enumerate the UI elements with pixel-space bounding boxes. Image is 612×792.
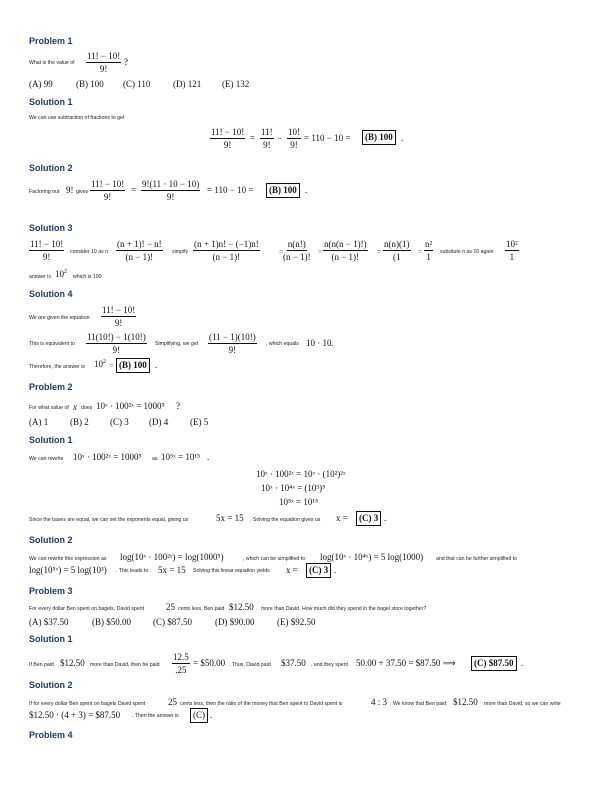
problem-1-heading: Problem 1 (29, 36, 73, 46)
solution-1-text: more than David, then he paid (90, 662, 160, 668)
minus-sign: − (277, 133, 283, 143)
solution-3-answer-text: answer is (29, 274, 51, 280)
answer-box (306, 563, 331, 578)
problem-3-choice-a: (A) $37.50 (29, 617, 69, 627)
solution-1-math: $12.50 (60, 658, 85, 668)
solution-1-text: If Ben paid (29, 662, 54, 668)
fraction-denominator: 1 (426, 252, 431, 262)
solution-2-text: and that can be further simplified to (436, 556, 518, 562)
equals-sign: = (318, 247, 323, 256)
solution-1-math: 10⁵ˣ = 10¹⁵ (161, 452, 201, 462)
fraction-numerator: 9!(11 · 10 − 10) (142, 179, 200, 189)
fraction-denominator: 9! (99, 64, 108, 74)
problem-3-math: $12.50 (229, 602, 254, 612)
problem-2-question-text: does (81, 405, 93, 411)
fraction-denominator: (n − 1)! (125, 252, 154, 262)
period: . (334, 565, 337, 575)
fraction (210, 128, 245, 150)
fraction-numerator: (n + 1)n! − (−1)n! (194, 239, 259, 249)
problem-1-choice-d: (D) 121 (173, 79, 202, 89)
fraction-denominator: 9! (228, 345, 237, 355)
solution-2-text: We can rewrite this expression as (29, 556, 107, 562)
solution-1-heading: Solution 1 (29, 634, 73, 644)
equals-sign: = (377, 247, 382, 256)
fraction-numerator: 12.5 (173, 652, 189, 662)
period: . (521, 658, 524, 668)
problem-2-question-mark: ? (176, 401, 180, 411)
solution-2-math: 4 : 3 (371, 697, 388, 707)
fraction-denominator: 9! (42, 252, 51, 262)
solution-2-math: 5x = 15 (158, 565, 186, 575)
fraction-numerator: 11(10!) − 1(10!) (87, 332, 146, 342)
fraction-numerator: 11! − 10! (211, 127, 245, 137)
fraction-numerator: 10² (506, 239, 518, 249)
problem-2-question-text: For what value of (29, 405, 69, 411)
fraction-numerator: 11! (261, 127, 273, 137)
fraction-numerator: 11! − 10! (30, 239, 64, 249)
factor-math: 9! (66, 185, 74, 195)
math-exponent: 2 (103, 359, 106, 365)
period: . (207, 452, 210, 462)
fraction (208, 333, 257, 355)
solution-1-text: We can rewrite (29, 456, 64, 462)
fraction (193, 240, 260, 262)
solution-4-text: We are given the equation (29, 315, 90, 321)
fraction-numerator: n² (425, 239, 433, 249)
fraction-denominator: 9! (112, 345, 121, 355)
fraction (283, 240, 311, 262)
solution-1-text: . Thus, David paid (229, 662, 271, 668)
problem-3-choice-c: (C) $87.50 (153, 617, 192, 627)
solution-2-text: more than David, so we can write (484, 701, 561, 707)
math-exponent: 2 (64, 269, 67, 275)
solution-2-heading: Solution 2 (29, 680, 73, 690)
solution-1-heading: Solution 1 (29, 97, 73, 107)
answer-text: (C) $87.50 (474, 658, 514, 668)
fraction-denominator: 9! (166, 192, 175, 202)
fraction (90, 180, 125, 202)
problem-2-equation: 10ˣ · 100²ˣ = 1000⁵ (96, 401, 165, 411)
solution-3-answer-math (55, 270, 67, 279)
solution-2-text: Factoring out (29, 189, 60, 195)
equals-sign: = (131, 185, 137, 195)
solution-3-text: consider 10 as n (70, 249, 109, 255)
solution-2-math: $12.50 (453, 697, 478, 707)
solution-1-text: We can use subtraction of fractions to get (29, 115, 125, 121)
fraction-numerator: (n + 1)! − n! (117, 239, 162, 249)
aligned-equation-line: 10ˣ · 10⁴ˣ = (10³)⁵ (261, 483, 326, 493)
answer-text: (B) 100 (269, 185, 297, 195)
fraction (383, 240, 411, 262)
period: . (305, 185, 308, 195)
solution-1-math: 10ˣ · 100²ˣ = 1000⁵ (73, 452, 142, 462)
problem-1-choice-e: (E) 132 (222, 79, 250, 89)
problem-1-question-text: What is the value of (29, 60, 75, 66)
fraction-denominator: 9! (290, 140, 298, 150)
answer-text: (B) 100 (365, 132, 393, 142)
fraction-denominator: (n − 1)! (212, 252, 241, 262)
solution-3-answer-suffix: which is 100 (73, 274, 102, 280)
problem-3-question-text: more than David. How much did they spend in the bagel store together? (261, 606, 427, 612)
problem-1-choice-c: (C) 110 (123, 79, 151, 89)
solution-2-text: Solving this linear equation yields (193, 568, 270, 574)
aligned-equation-line: 10ˣ · 100²ˣ = 10ˣ · (10²)²ˣ (256, 469, 346, 479)
period: . (401, 133, 404, 143)
problem-3-question-text: cents less. Ben paid (178, 606, 225, 612)
solution-2-math: log(10ˣ · 100²ˣ) = log(1000⁵) (120, 552, 224, 562)
solution-4-text: Simplifying, we get (155, 341, 199, 347)
solution-2-heading: Solution 2 (29, 535, 73, 545)
equals-sign: = (418, 247, 423, 256)
fraction-numerator: n(n!) (287, 239, 306, 249)
solution-2-text: . We know that Ben paid (390, 701, 447, 707)
problem-3-choice-e: (E) $92.50 (277, 617, 316, 627)
problem-2-choice-d: (D) 4 (149, 417, 169, 427)
fraction (505, 240, 519, 262)
fraction (29, 240, 64, 262)
problem-1-choice-a: (A) 99 (29, 79, 53, 89)
problem-1-choice-b: (B) 100 (76, 79, 104, 89)
solution-1-math: = $50.00 (193, 658, 226, 668)
answer-text: (C) (193, 710, 205, 720)
answer-text: (B) 100 (119, 360, 147, 370)
fraction-numerator: (11 − 1)(10!) (209, 332, 256, 342)
fraction-numerator: 10! (288, 127, 300, 137)
answer-box (356, 511, 381, 526)
solution-1-heading: Solution 1 (29, 435, 73, 445)
fraction (116, 240, 163, 262)
problem-2-heading: Problem 2 (29, 382, 73, 392)
problem-2-choice-a: (A) 1 (29, 417, 49, 427)
period: . (210, 710, 213, 720)
solution-4-math (94, 360, 106, 369)
solution-4-text: Therefore, the answer is (29, 364, 85, 370)
solution-2-math: x = (286, 565, 298, 575)
fraction-denominator: (n − 1)! (283, 252, 311, 262)
solution-4-text: This is equivalent to (29, 341, 75, 347)
gives-text: gives (76, 189, 89, 195)
solution-1-math: 50.00 + 37.50 = $87.50 ⟹ (356, 658, 456, 668)
solution-1-math: $37.50 (281, 658, 306, 668)
solution-1-text: . Solving the equation gives us (250, 517, 321, 523)
problem-2-choice-e: (E) 5 (190, 417, 209, 427)
fraction-numerator: n(n(n − 1)!) (324, 239, 367, 249)
solution-1-text: as (152, 456, 158, 462)
solution-2-text: . This leads to (116, 568, 149, 574)
solution-1-text: Since the bases are equal, we can set the exponents equal, giving us (29, 517, 189, 523)
fraction-numerator: 11! − 10! (87, 51, 121, 61)
solution-2-text: . Then the answer is (132, 713, 179, 719)
solution-2-text: If for every dollar Ben spent on bagels David spent (29, 701, 146, 707)
fraction-numerator: 11! − 10! (91, 179, 125, 189)
solution-2-text: , which can be simplified to (243, 556, 305, 562)
solution-3-heading: Solution 3 (29, 223, 73, 233)
fraction-denominator: .25 (175, 665, 187, 675)
fraction-denominator: 1 (509, 252, 515, 262)
problem-1-question-mark: ? (124, 57, 128, 67)
solution-2-math: log(10ˣ · 10⁴ˣ) = 5 log(1000) (320, 552, 424, 562)
problem-3-math: 25 (166, 602, 175, 612)
fraction-denominator: (1 (393, 252, 401, 262)
fraction-denominator: 9! (263, 140, 271, 150)
problem-3-choice-d: (D) $90.00 (215, 617, 255, 627)
problem-2-variable: x (73, 402, 77, 412)
fraction-denominator: 9! (114, 318, 123, 328)
solution-1-text: , and they spent (311, 662, 348, 668)
fraction (260, 128, 274, 150)
solution-3-text: simpify (172, 249, 189, 255)
period: . (331, 338, 334, 348)
period: . (155, 360, 158, 370)
problem-2-choice-c: (C) 3 (110, 417, 129, 427)
solution-2-text: cents less, then the ratio of the money that Ben spent to David spent is (180, 701, 343, 707)
answer-text: (C) 3 (359, 513, 379, 523)
answer-box (116, 358, 150, 373)
equation-tail: = 110 − 10 = (304, 133, 351, 143)
math-base: 10 (94, 359, 103, 369)
problem-1-fraction (86, 52, 121, 74)
fraction (172, 653, 190, 675)
aligned-equation-line: 10⁵ˣ = 10¹⁵ (279, 497, 319, 507)
answer-text: (C) 3 (309, 565, 329, 575)
problem-3-heading: Problem 3 (29, 586, 73, 596)
fraction-numerator: 11! − 10! (102, 305, 136, 315)
math-base: 10 (55, 269, 64, 279)
solution-4-text: , which equals (266, 341, 299, 347)
problem-3-choice-b: (B) $50.00 (92, 617, 131, 627)
equals-sign: = (279, 247, 284, 256)
solution-3-text: subsitute n as 10 again (440, 249, 494, 255)
solution-2-math: log(10⁵ˣ) = 5 log(10³) (29, 565, 107, 575)
solution-4-heading: Solution 4 (29, 289, 73, 299)
fraction-denominator: (n − 1)! (331, 252, 360, 262)
fraction (323, 240, 368, 262)
equation-tail: = 110 − 10 = (207, 185, 254, 195)
equals-sign: = (109, 361, 114, 370)
fraction (424, 240, 433, 262)
fraction-denominator: 9! (223, 140, 232, 150)
fraction (141, 180, 200, 202)
period: . (384, 513, 387, 523)
fraction (86, 333, 147, 355)
fraction (101, 306, 136, 328)
problem-2-choice-b: (B) 2 (70, 417, 89, 427)
fraction-denominator: 9! (103, 192, 112, 202)
solution-1-math: x = (336, 513, 348, 523)
fraction (287, 128, 301, 150)
problem-4-heading: Problem 4 (29, 730, 73, 740)
solution-2-math: 25 (168, 697, 177, 707)
solution-2-math: $12.50 · (4 + 3) = $87.50 (29, 710, 121, 720)
answer-box (266, 183, 300, 198)
solution-2-heading: Solution 2 (29, 163, 73, 173)
answer-box (471, 656, 517, 671)
solution-4-math: 10 · 10 (306, 338, 332, 348)
fraction-numerator: n(n)(1) (384, 239, 410, 249)
problem-3-question-text: For every dollar Ben spent on bagels, David spent (29, 606, 145, 612)
solution-1-math: 5x = 15 (216, 513, 244, 523)
answer-box (362, 130, 396, 145)
equals-sign: = (250, 133, 256, 143)
answer-box (190, 708, 208, 723)
